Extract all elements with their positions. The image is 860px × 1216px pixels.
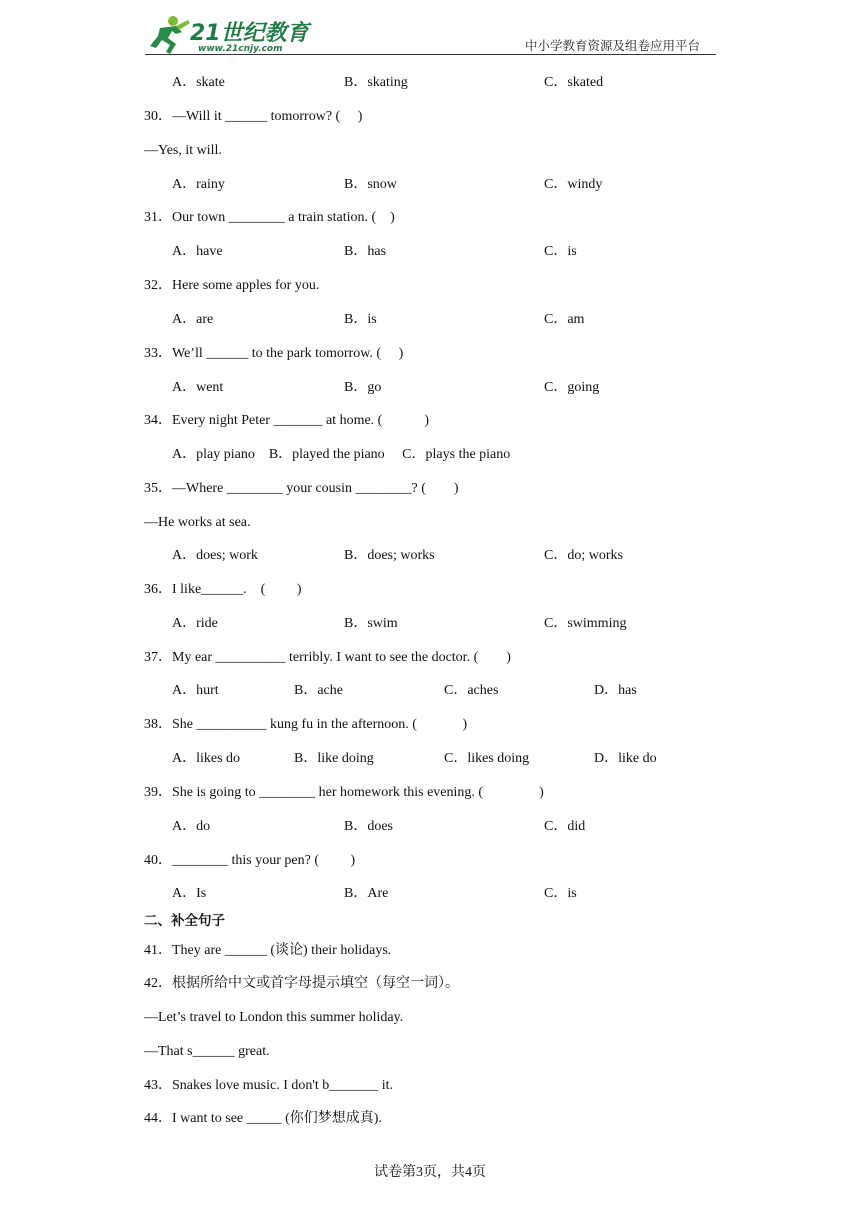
q30-option-b: B．snow [344, 177, 397, 192]
q40-option-a: A．Is [172, 886, 207, 901]
q34-options: A．play piano B．played the piano C．plays the piano [172, 447, 511, 462]
q30-reply: —Yes, it will. [144, 143, 222, 158]
q38-option-a: A．likes do [172, 751, 241, 766]
section-title: 二、补全句子 [144, 913, 225, 929]
q32-option-a: A．are [172, 312, 214, 327]
q33-option-c: C．going [544, 380, 600, 395]
q40-stem: 40．________ this your pen? ( ) [144, 853, 356, 868]
q36-option-a: A．ride [172, 616, 218, 631]
q38-option-c: C．likes doing [444, 751, 530, 766]
q30-stem: 30．—Will it ______ tomorrow? ( ) [144, 109, 363, 124]
q40-option-b: B．Are [344, 886, 389, 901]
q38-option-d: D．like do [594, 751, 657, 766]
q37-stem: 37．My ear __________ terribly. I want to see the doctor. ( ) [144, 650, 511, 665]
q33-option-a: A．went [172, 380, 224, 395]
q31-option-c: C．is [544, 244, 577, 259]
q34-stem: 34．Every night Peter _______ at home. ( ) [144, 413, 430, 428]
q36-option-c: C．swimming [544, 616, 627, 631]
q39-stem: 39．She is going to ________ her homework this evening. ( ) [144, 785, 544, 800]
q39-option-c: C．did [544, 819, 586, 834]
platform-name: 中小学教育资源及组卷应用平台 [524, 38, 700, 53]
q36-stem: 36．I like______. ( ) [144, 582, 302, 597]
q39-option-b: B．does [344, 819, 393, 834]
q40-option-c: C．is [544, 886, 577, 901]
q41-stem: 41．They are ______ (谈论) their holidays. [144, 943, 392, 958]
q33-stem: 33．We’ll ______ to the park tomorrow. ( ) [144, 346, 404, 361]
logo-url: www.21cnjy.com [198, 44, 283, 54]
q35-reply: —He works at sea. [144, 515, 251, 530]
q31-stem: 31．Our town ________ a train station. ( ) [144, 210, 395, 225]
q35-option-c: C．do; works [544, 548, 623, 563]
q38-option-b: B．like doing [294, 751, 374, 766]
q32-option-b: B．is [344, 312, 377, 327]
page-number: 试卷第3页，共4页 [374, 1165, 486, 1180]
q37-option-b: B．ache [294, 683, 343, 698]
q37-option-c: C．aches [444, 683, 499, 698]
q44-stem: 44．I want to see _____ (你们梦想成真). [144, 1111, 382, 1126]
q33-option-b: B．go [344, 380, 382, 395]
q35-stem: 35．—Where ________ your cousin ________? ( ) [144, 481, 459, 496]
logo [146, 14, 312, 56]
runner-icon [146, 14, 192, 56]
q38-stem: 38．She __________ kung fu in the afternoon. ( ) [144, 717, 468, 732]
header-divider [145, 54, 716, 55]
q42-line-1: —Let’s travel to London this summer holiday. [144, 1010, 404, 1025]
q29-option-c: C．skated [544, 75, 604, 90]
q31-option-a: A．have [172, 244, 223, 259]
q32-option-c: C．am [544, 312, 585, 327]
q31-option-b: B．has [344, 244, 386, 259]
q39-option-a: A．do [172, 819, 211, 834]
logo-title: 21世纪教育 [190, 21, 309, 46]
q35-option-a: A．does; work [172, 548, 258, 563]
q42-stem: 42．根据所给中文或首字母提示填空（每空一词）。 [144, 976, 459, 991]
q30-option-c: C．windy [544, 177, 603, 192]
q42-line-2: —That s______ great. [144, 1044, 270, 1059]
q43-stem: 43．Snakes love music. I don't b_______ it. [144, 1078, 394, 1093]
q37-option-d: D．has [594, 683, 637, 698]
q29-option-a: A．skate [172, 75, 225, 90]
q32-stem: 32．Here some apples for you. [144, 278, 320, 293]
q36-option-b: B．swim [344, 616, 398, 631]
q35-option-b: B．does; works [344, 548, 435, 563]
q37-option-a: A．hurt [172, 683, 219, 698]
q30-option-a: A．rainy [172, 177, 225, 192]
q29-option-b: B．skating [344, 75, 408, 90]
